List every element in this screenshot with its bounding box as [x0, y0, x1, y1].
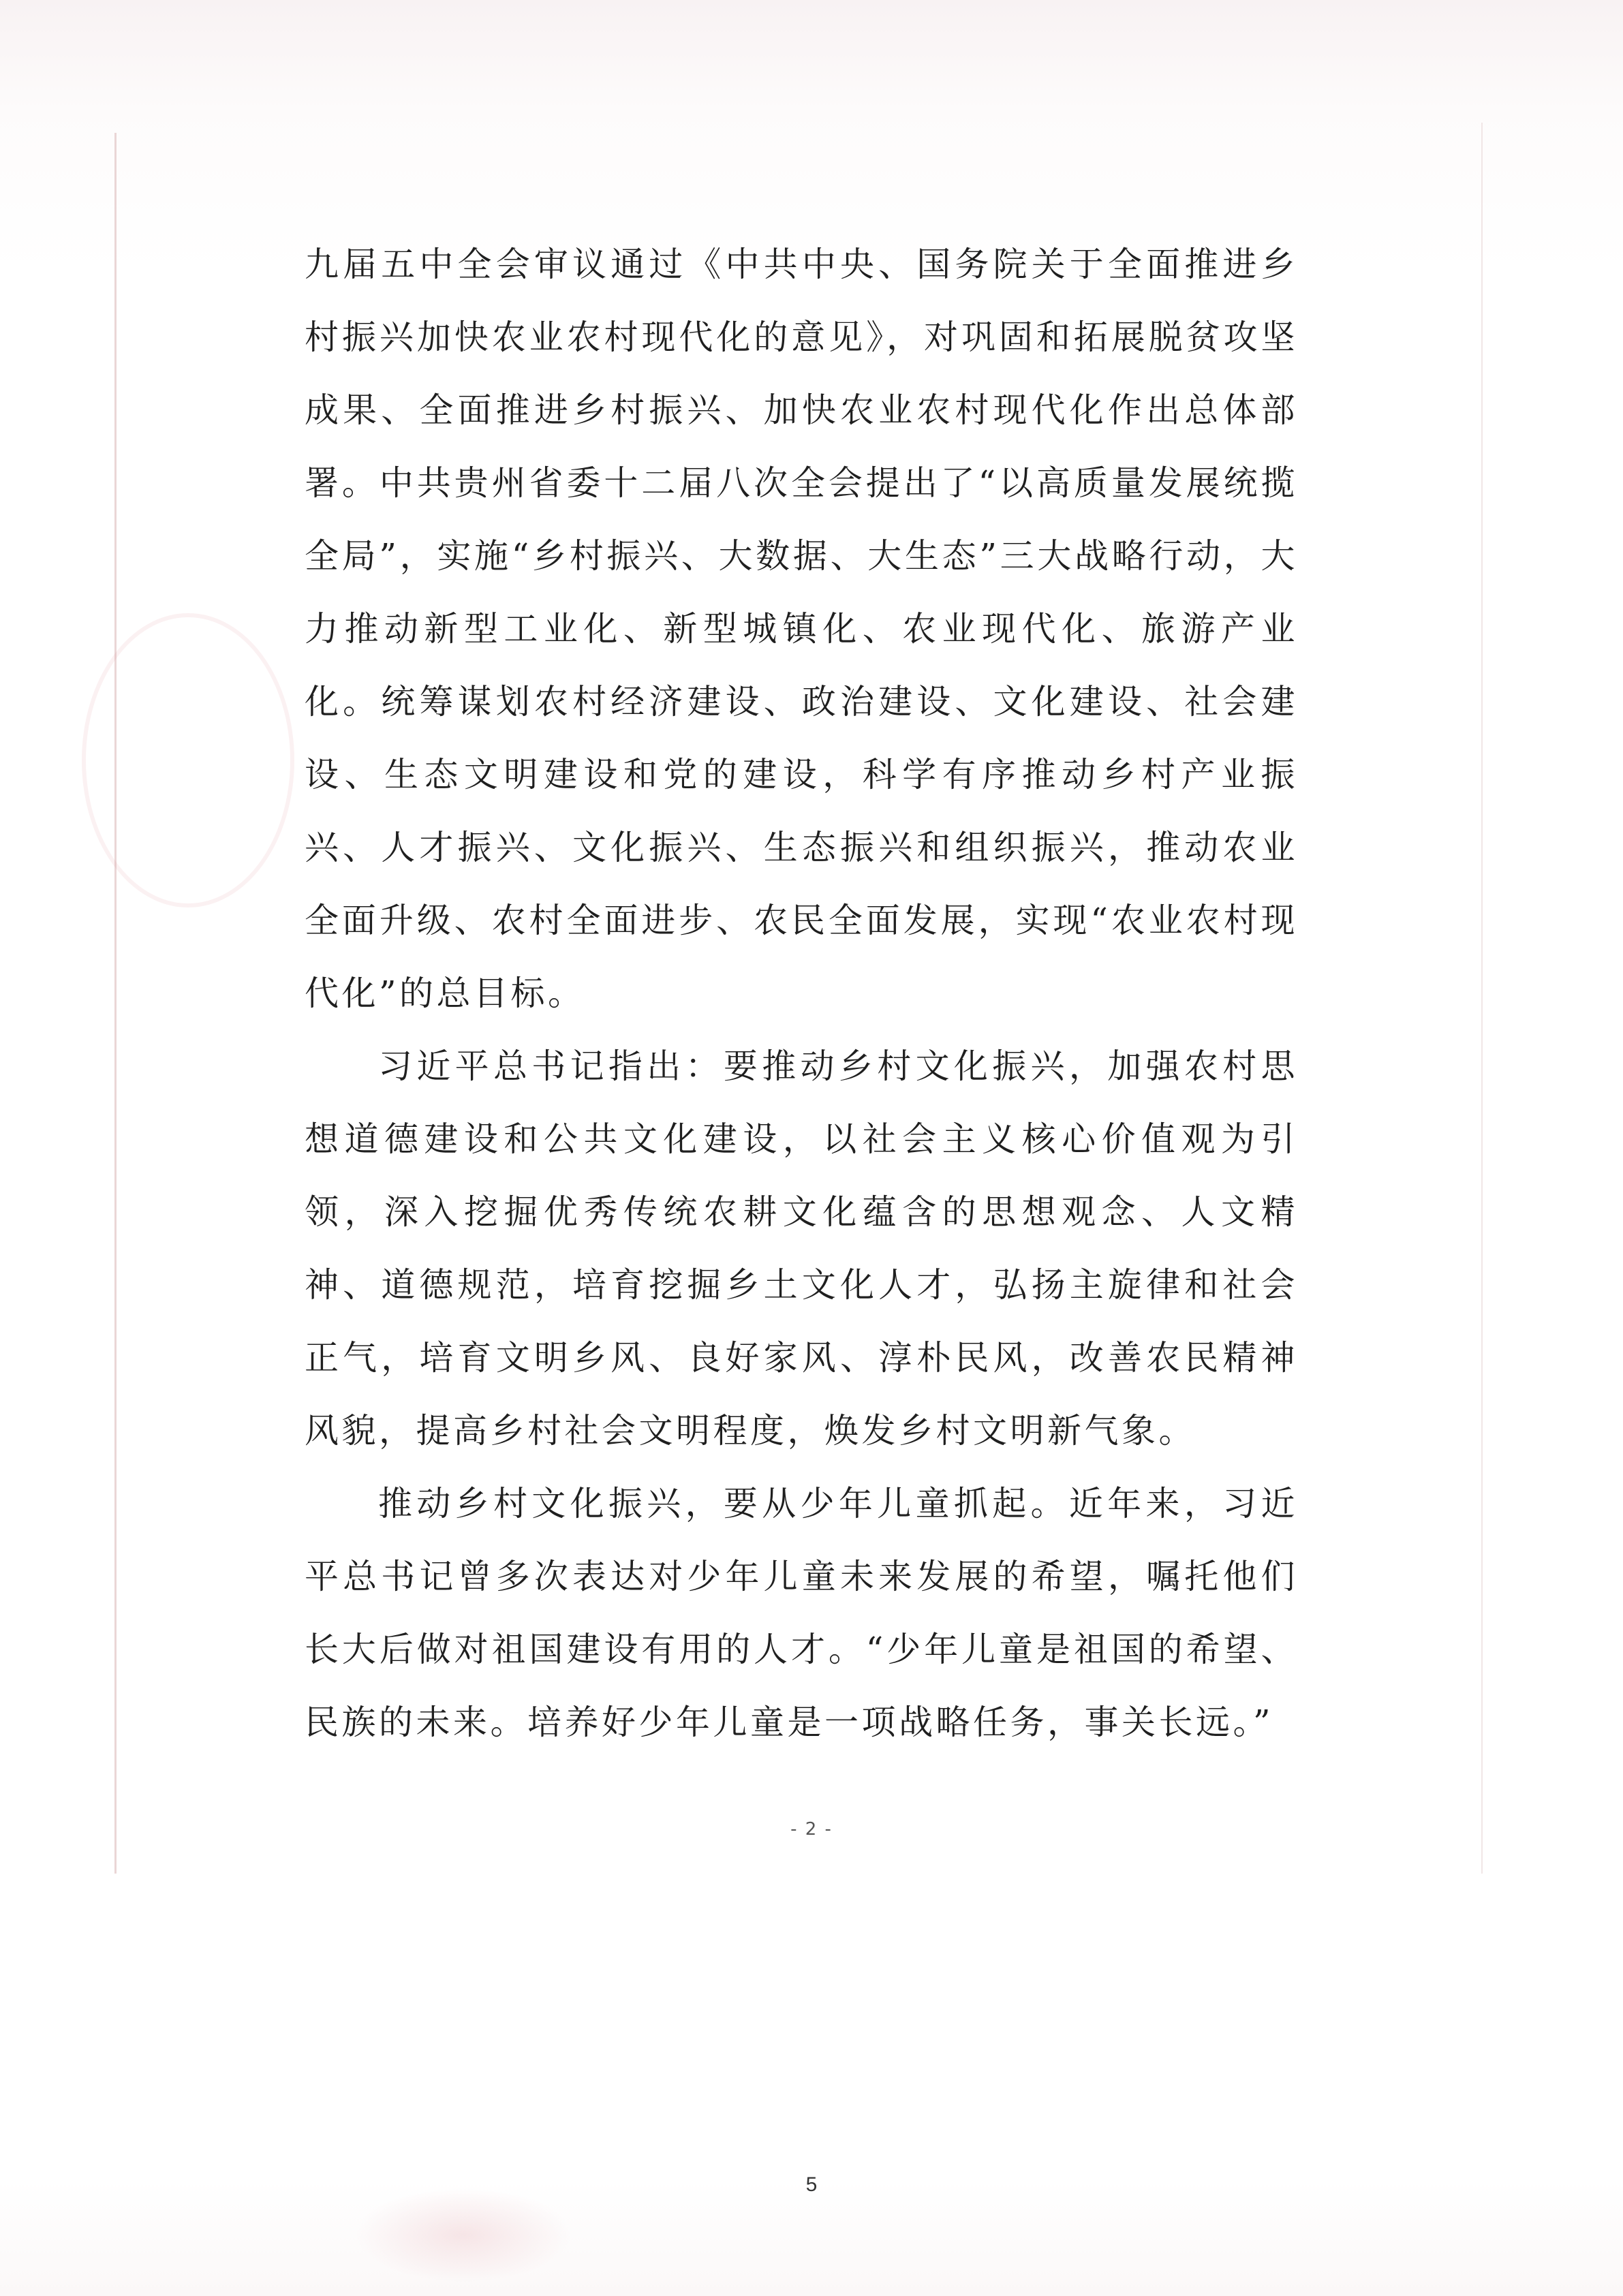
scan-edge-right [1481, 123, 1483, 1874]
inner-page-number: - 2 - [790, 1819, 833, 1840]
faint-seal-stamp-bottom [354, 2187, 572, 2282]
paragraph-1: 九届五中全会审议通过《中共中央、国务院关于全面推进乡村振兴加快农业农村现代化的意见》，对巩固和拓展脱贫攻坚成果、全面推进乡村振兴、加快农业农村现代化作出总体部署。中共贵州省委十二届八次全会提出了“以高质量发展统揽全局”，实施“乡村振兴、大数据、大生态”三大战略行动，大力推动新型工业化、新型城镇化、农业现代化、旅游产业化。统筹谋划农村经济建设、政治建设、文化建设、社会建设、生态文明建设和党的建设，科学有序推动乡村产业振兴、人才振兴、文化振兴、生态振兴和组织振兴，推动农业全面升级、农村全面进步、农民全面发展，实现“农业农村现代化”的总目标。 [305, 245, 1298, 1013]
scan-edge-left [114, 133, 117, 1874]
paragraph-2: 习近平总书记指出：要推动乡村文化振兴，加强农村思想道德建设和公共文化建设，以社会主义核心价值观为引领，深入挖掘优秀传统农耕文化蕴含的思想观念、人文精神、道德规范，培育挖掘乡土文化人才，弘扬主旋律和社会正气，培育文明乡风、良好家风、淳朴民风，改善农民精神风貌，提高乡村社会文明程度，焕发乡村文明新气象。 [305, 1046, 1298, 1450]
document-body [305, 228, 1298, 1759]
faint-seal-stamp [82, 613, 294, 907]
sheet-page-number: 5 [805, 2173, 818, 2196]
paragraph-3: 推动乡村文化振兴，要从少年儿童抓起。近年来，习近平总书记曾多次表达对少年儿童未来发展的希望，嘱托他们长大后做对祖国建设有用的人才。“少年儿童是祖国的希望、民族的未来。培养好少年儿童是一项战略任务，事关长远。” [305, 1484, 1298, 1742]
